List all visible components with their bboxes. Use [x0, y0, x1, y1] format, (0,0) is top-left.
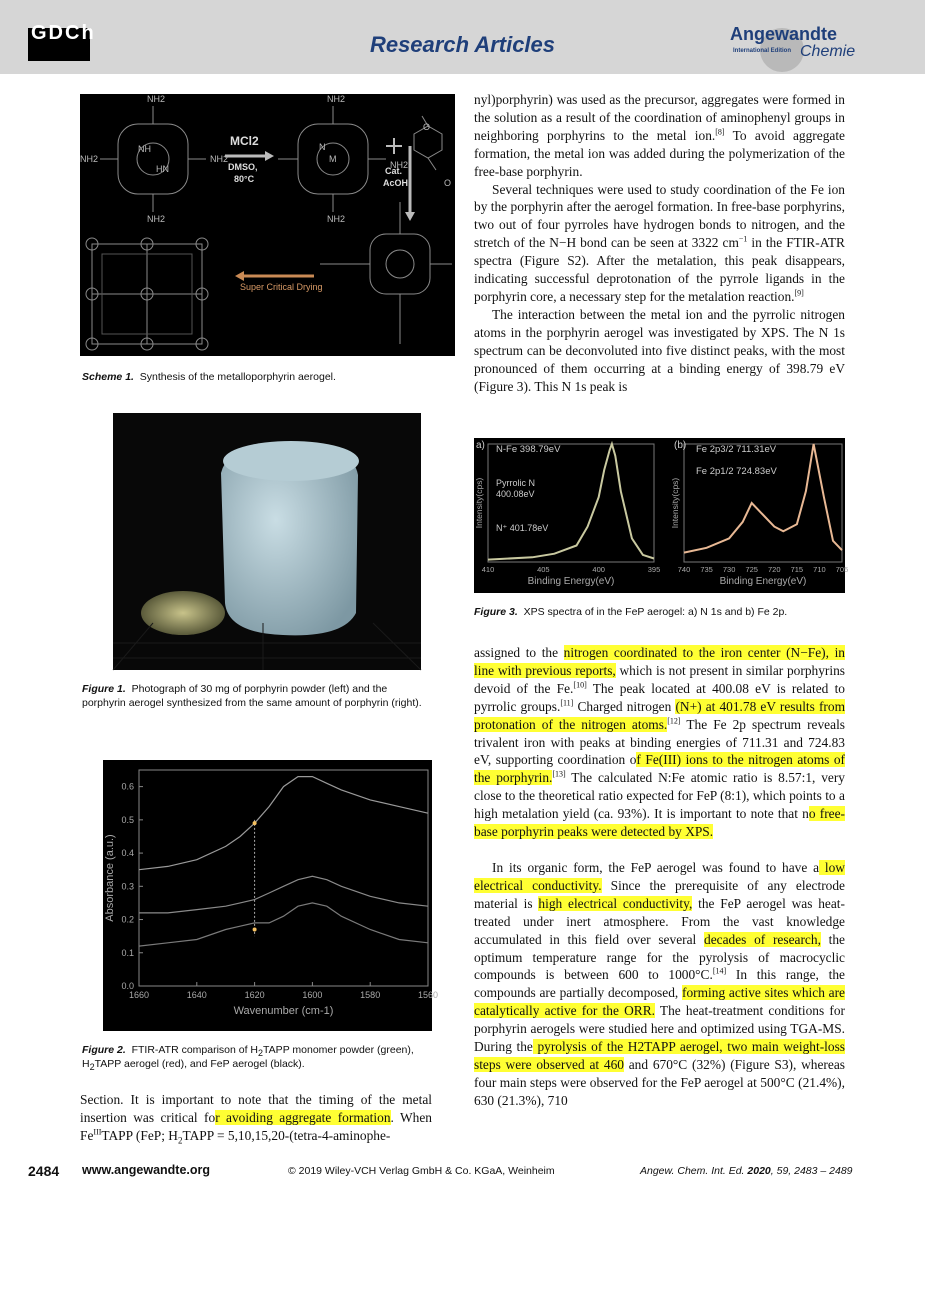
right-paragraph-3: The interaction between the metal ion and the pyrrolic nitrogen atoms in the porphyrin aerogel was investigated by XPS. The N 1s spectrum can be deconvoluted into five distinct peaks, with the most pronounced of them occurring at a binding energy of 398.79 eV (Figure 3). This N 1s peak is: [474, 306, 845, 394]
xps-ann-fe12: Fe 2p1/2 724.83eV: [696, 466, 777, 477]
journal-logo: [730, 24, 860, 68]
left-text-b: . When Fe: [80, 1109, 432, 1143]
xps-panel-a-label: a): [476, 440, 485, 451]
xps-panel-b-label: (b): [674, 440, 687, 451]
journal-logo-chemie: Chemie: [800, 43, 856, 60]
ftir-y-tick-label: 0.3: [121, 881, 134, 892]
ftir-y-tick-label: 0.5: [121, 814, 134, 825]
scheme-1-caption-text: Synthesis of the metalloporphyrin aerogel.: [139, 371, 336, 383]
p4-text-c: The peak located at 400.08 eV is related to pyrrolic groups.: [474, 680, 845, 714]
xps-x-axis-label-2: Binding Energy(eV): [719, 576, 807, 587]
xps-series-line-1: [488, 444, 654, 560]
p4-text-d: Charged nitrogen: [573, 698, 676, 714]
left-text-c: TAPP (FeP; H: [101, 1127, 178, 1143]
ftir-y-tick-label: 0.1: [121, 947, 134, 958]
scheme-1-drawing: [80, 94, 455, 356]
figure-2-caption-text-b: TAPP monomer powder (green), H: [82, 1044, 414, 1070]
footer-journal-year: 2020: [744, 1165, 771, 1177]
p4-highlight-1: nitrogen coordinated to the iron center (N−Fe),: [563, 645, 829, 660]
left-text-highlight: r avoiding aggregate formation: [215, 1109, 391, 1125]
ref-13: [13]: [552, 769, 566, 779]
label-nh: NH: [138, 144, 151, 154]
ftir-y-axis-label: Absorbance (a.u.): [104, 834, 116, 922]
p5-text-g: and 670°C (32%) (Figure S3), whereas four main steps were observed for the FeP aerogel at 500°C (21.4%), 630 (21.3%), 710: [474, 1056, 845, 1108]
figure-1-caption-label: Figure 1.: [82, 683, 126, 695]
p4-text-e: The Fe 2p spectrum reveals trivalent iron with peaks at binding energies of 711.31 and 724.83 eV, supporting coordination o: [474, 716, 845, 768]
label-temp: 80°C: [234, 174, 255, 184]
scheme-1-caption: [82, 370, 432, 384]
xps-ann-fe32: Fe 2p3/2 711.31eV: [696, 444, 777, 455]
p5-text-d: the optimum temperature range for the pyrolysis of macrocyclic compounds is between 600 to 1000°C.: [474, 931, 846, 983]
xps-x-tick-label-2: 740: [677, 565, 691, 574]
journal-logo-name: Angewandte: [730, 24, 838, 44]
left-text-sub: 2: [177, 1135, 183, 1146]
figure-1-caption-text: Photograph of 30 mg of porphyrin powder (left) and the porphyrin aerogel synthesized from the same amount of porphyrin (right).: [82, 683, 422, 709]
ref-11: [11]: [560, 698, 574, 708]
label-nh2-right: NH2: [390, 160, 409, 170]
p4-highlight-2: in line with previous reports,: [474, 645, 845, 678]
label-o-top: O: [423, 122, 431, 132]
p5-highlight-1: low electrical conductivity.: [474, 859, 845, 893]
porphyrin-powder: [141, 591, 225, 635]
figure-3-caption-text: XPS spectra of in the FeP aerogel: a) N 1s and b) Fe 2p.: [523, 606, 788, 618]
p5-highlight-4: forming active sites which are catalytically: [474, 985, 845, 1019]
ftir-series-line-2: [139, 903, 428, 946]
left-text-sup: III: [93, 1127, 102, 1137]
ftir-plot-frame: [139, 770, 428, 986]
p4-highlight-3: (N+) at 401.78 eV results from protonation of the: [474, 698, 845, 732]
figure-3-xps-chart: [474, 438, 849, 593]
xps-x-tick-label-2: 735: [700, 565, 713, 574]
journal-logo-edition: International Edition: [733, 48, 791, 54]
label-n: N: [319, 142, 326, 152]
footer-journal-pages: , 59, 2483 – 2489: [770, 1165, 853, 1177]
ftir-y-tick-label: 0.6: [121, 781, 134, 792]
xps-y-axis-label-1: Intensity(cps): [474, 477, 484, 529]
p5-highlight-5: active for the ORR.: [539, 1003, 655, 1019]
p5-highlight-3: decades of research,: [704, 931, 821, 947]
ftir-y-tick-label: 0.4: [121, 848, 134, 859]
xps-ann-pyrrolic-1: Pyrrolic N: [496, 478, 536, 488]
xps-chart-svg: [474, 438, 849, 593]
right-paragraph-1: [474, 91, 845, 181]
ftir-marker-point: [253, 928, 257, 932]
p5-highlight-7: main weight-loss steps were observed at 460: [474, 1039, 845, 1072]
left-paragraph-section: [80, 1091, 432, 1145]
footer-copyright: © 2019 Wiley-VCH Verlag GmbH & Co. KGaA, Weinheim: [288, 1165, 555, 1177]
ftir-x-tick-label: 1560: [417, 990, 439, 1000]
xps-x-tick-label-2: 705: [835, 565, 849, 574]
xps-x-tick-label-2: 720: [768, 565, 781, 574]
right-paragraph-2: [474, 181, 845, 306]
right-paragraph-4: [474, 644, 845, 841]
xps-x-tick-label-1: 400: [592, 565, 605, 574]
xps-x-tick-label-2: 710: [813, 565, 826, 574]
p1-text-b: To avoid aggregate formation, the metal ion was added during the polymerization of the free-base porphyrin.: [474, 127, 846, 179]
label-dmso: DMSO,: [228, 162, 258, 172]
figure-1-photo: [113, 413, 421, 670]
p5-highlight-2: high electrical conductivity,: [538, 895, 693, 911]
label-nh2-top-left: NH2: [147, 94, 166, 104]
scheme-1-image: [80, 94, 455, 356]
label-super-critical-drying: Super Critical Drying: [240, 282, 323, 292]
label-nh2-top-right: NH2: [327, 94, 346, 104]
p2-text-a: Several techniques were used to study coordination of the Fe ion by the porphyrin after the aerogel formation. In free-base porphyrins, two out of four pyrroles have hydrogen bonds to nitrogen, and the stretch of the N−H bond can be seen at 3322 cm: [474, 181, 845, 251]
p5-text-f: The heat-treatment conditions for porphyrin aerogels were studied here and optimized using TGA-MS. During the: [474, 1003, 845, 1055]
label-mcl2: MCl2: [230, 134, 259, 148]
label-nh2-mid: NH2: [210, 154, 229, 164]
figure-3-caption: [474, 605, 845, 619]
p4-text-b: which is not present in similar porphyrins devoid of the Fe.: [474, 662, 846, 696]
ftir-x-tick-label: 1600: [302, 990, 323, 1000]
left-column-bottom-text: [80, 1091, 432, 1145]
ftir-chart-svg: [103, 760, 439, 1031]
porphyrin-left-ring: [118, 124, 188, 194]
figure-2-caption: [82, 1043, 432, 1071]
xps-x-tick-label-1: 395: [647, 565, 661, 574]
xps-ann-nfe: N-Fe 398.79eV: [496, 444, 561, 455]
figure-2-ftir-chart: [103, 760, 439, 1031]
ftir-x-tick-label: 1640: [186, 990, 207, 1000]
xps-x-tick-label-2: 715: [790, 565, 804, 574]
xps-x-tick-label-1: 410: [481, 565, 495, 574]
left-text-a: Section. It is important to note that the timing of the metal insertion was critical fo: [80, 1092, 432, 1125]
ftir-series-line-1: [139, 876, 428, 913]
footer-journal-name: Angew. Chem. Int. Ed.: [640, 1165, 745, 1177]
figure-3-caption-label: Figure 3.: [474, 606, 518, 618]
ref-12: [12]: [667, 716, 681, 726]
p4-highlight-5: f Fe(III) ions to the nitrogen atoms of: [636, 752, 845, 768]
figure-2-caption-text-c: TAPP aerogel (red), and FeP aerogel (black).: [94, 1058, 305, 1070]
xps-x-tick-label-2: 725: [745, 565, 758, 574]
p4-highlight-8: detected by XPS.: [617, 824, 714, 840]
footer-journal-citation: [640, 1165, 853, 1183]
left-text-d: TAPP = 5,10,15,20-(tetra-4-aminophe-: [182, 1127, 391, 1143]
label-nh2-bottom-right: NH2: [327, 214, 346, 224]
page-number: 2484: [28, 1163, 60, 1179]
xps-ann-pyrrolic-2: 400.08eV: [496, 489, 535, 499]
ref-8: [8]: [715, 127, 725, 137]
right-column-top-text: [474, 91, 845, 395]
p4-highlight-7: o free-base porphyrin peaks were: [474, 806, 846, 840]
p4-text-f: The calculated N:Fe atomic ratio is 8.57:1, very close to the theoretical ratio expected for FeP (8:1), which points to a high metalation yield (ca. 93%). It is important to note that n: [474, 770, 845, 822]
ftir-series-line-0: [139, 777, 428, 870]
figure-2-sub-2: 2: [89, 1062, 95, 1073]
figure-2-sub-1: 2: [258, 1048, 264, 1059]
xps-frame-1: [488, 444, 654, 562]
ftir-x-tick-label: 1580: [360, 990, 381, 1000]
ftir-y-tick-label: 0.2: [121, 914, 134, 925]
ftir-y-tick-label: 0.0: [121, 981, 134, 991]
right-column-bottom-text: [474, 644, 845, 1110]
figure-2-caption-text-a: FTIR-ATR comparison of H: [131, 1044, 259, 1056]
xps-series-line-2: [684, 444, 842, 553]
ftir-x-axis-label: Wavenumber (cm-1): [233, 1005, 334, 1017]
p5-text-e: In this range, the compounds are partially decomposed,: [474, 967, 845, 1001]
label-acoh: AcOH: [383, 178, 409, 188]
aerogel-network: [86, 238, 208, 350]
right-paragraph-5: [474, 859, 845, 1110]
ref-10: [10]: [573, 680, 587, 690]
gdch-logo-text: GDCh: [31, 22, 96, 44]
p4-highlight-4: nitrogen atoms.: [575, 716, 668, 732]
footer-url[interactable]: www.angewandte.org: [82, 1163, 211, 1177]
label-cat: Cat.: [385, 166, 403, 176]
ftir-marker-point: [253, 821, 257, 825]
label-hn: HN: [156, 164, 169, 174]
p5-text-c: the FeP aerogel was heat-treated under inert atmosphere. From the vast knowledge accumulated in this field over several: [474, 895, 845, 947]
label-nh2-left: NH2: [80, 154, 99, 164]
label-metal: M: [329, 154, 337, 164]
label-nh2-bottom-left: NH2: [147, 214, 166, 224]
p5-text-b: Since the prerequisite of any electrode material is: [474, 877, 845, 911]
p4-highlight-6: the porphyrin.: [474, 770, 553, 786]
page-header: [0, 0, 925, 74]
scheme-1-caption-label: Scheme 1.: [82, 371, 134, 383]
xps-x-tick-label-1: 405: [537, 565, 550, 574]
aerogel-top: [223, 441, 359, 481]
p2-text-b: in the FTIR-ATR spectra (Figure S2). After the metalation, this peak disappears, indicating successful deprotonation of the pyrrole ligands in the porphyrin core, a necessary step for the metalation reaction.: [474, 235, 845, 304]
p5-text-a: In its organic form, the FeP aerogel was found to have a: [492, 859, 820, 875]
xps-frame-2: [684, 444, 842, 562]
p4-text-a: assigned to the: [474, 645, 564, 660]
ftir-x-tick-label: 1660: [128, 990, 150, 1000]
xps-x-tick-label-2: 730: [722, 565, 736, 574]
figure-1-drawing: [113, 413, 421, 670]
ftir-x-tick-label: 1620: [244, 990, 265, 1000]
ref-9: [9]: [794, 288, 804, 298]
xps-x-axis-label-1: Binding Energy(eV): [527, 576, 615, 587]
p1-text-a: nyl)porphyrin) was used as the precursor, aggregates were formed in the solution as a result of the coordination of aminophenyl groups in neighboring porphyrins to the metal ion.: [474, 92, 845, 143]
figure-2-caption-label: Figure 2.: [82, 1044, 126, 1056]
xps-y-axis-label-2: Intensity(cps): [670, 477, 680, 529]
section-title: Research Articles: [369, 32, 556, 57]
xps-ann-nplus: N⁺ 401.78eV: [496, 523, 549, 533]
figure-1-caption: [82, 682, 432, 710]
p5-highlight-6: pyrolysis of the H2TAPP aerogel, two: [532, 1039, 748, 1055]
label-o-bottom: O: [444, 178, 452, 188]
p2-sup: −1: [738, 234, 748, 244]
ref-14: [14]: [712, 966, 727, 976]
